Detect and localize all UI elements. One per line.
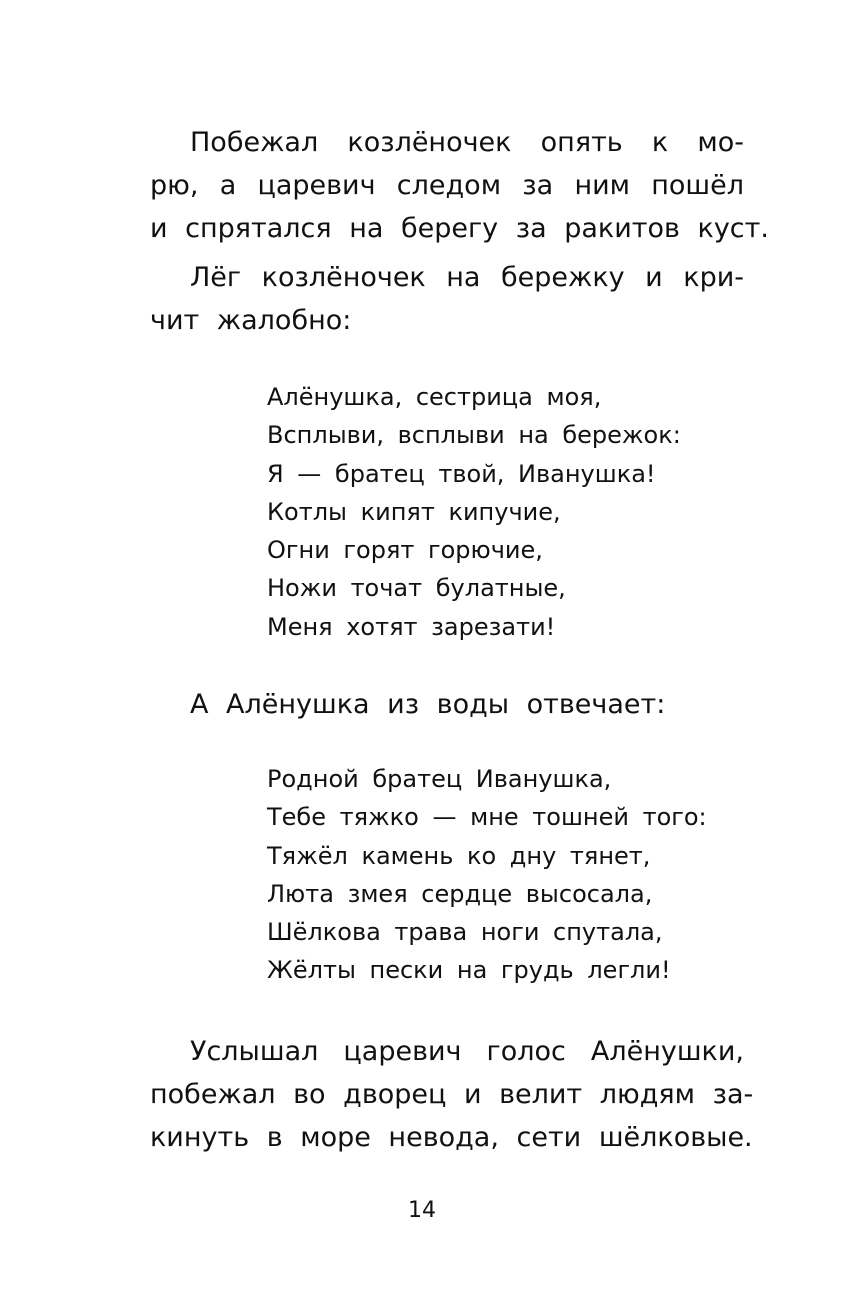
paragraph-1 [150,121,769,250]
verse-line: Ножи точат булатные, [267,574,566,603]
paragraph-3 [150,683,744,726]
verse-1 [267,378,681,646]
verse-line: Я — братец твой, Иванушка! [267,459,656,488]
verse-line: Котлы кипят кипучие, [267,497,561,526]
verse-line: Жёлты пески на грудь легли! [267,956,671,985]
verse-line: Люта змея сердце высосала, [267,879,653,908]
verse-line: Алёнушка, сестрица моя, [267,383,602,411]
verse-line: Шёлкова трава ноги спутала, [267,918,663,947]
verse-line: Всплыви, всплыви на бережок: [267,421,681,450]
paragraph-line: А Алёнушка из воды отвечает: [190,689,666,720]
paragraph-line: чит жалобно: [150,305,352,336]
verse-line: Меня хотят зарезати! [267,612,556,641]
paragraph-line: кинуть в море невода, сети шёлковые. [150,1122,753,1153]
verse-2 [267,760,707,990]
paragraph-line: побежал во дворец и велит людям за- [150,1079,754,1110]
paragraph-line: рю, а царевич следом за ним пошёл [150,170,744,201]
paragraph-line: и спрятался на берегу за ракитов куст. [150,213,769,244]
verse-line: Родной братец Иванушка, [267,765,612,793]
paragraph-line: Лёг козлёночек на бережку и кри- [190,262,744,293]
paragraph-4 [150,1030,754,1159]
paragraph-2 [150,256,744,342]
verse-line: Тебе тяжко — мне тошней того: [267,803,707,832]
verse-line: Огни горят горючие, [267,536,543,565]
verse-line: Тяжёл камень ко дну тянет, [267,841,651,870]
page-number: 14 [408,1198,436,1223]
paragraph-line: Услышал царевич голос Алёнушки, [190,1036,744,1067]
paragraph-line: Побежал козлёночек опять к мо- [190,127,744,158]
